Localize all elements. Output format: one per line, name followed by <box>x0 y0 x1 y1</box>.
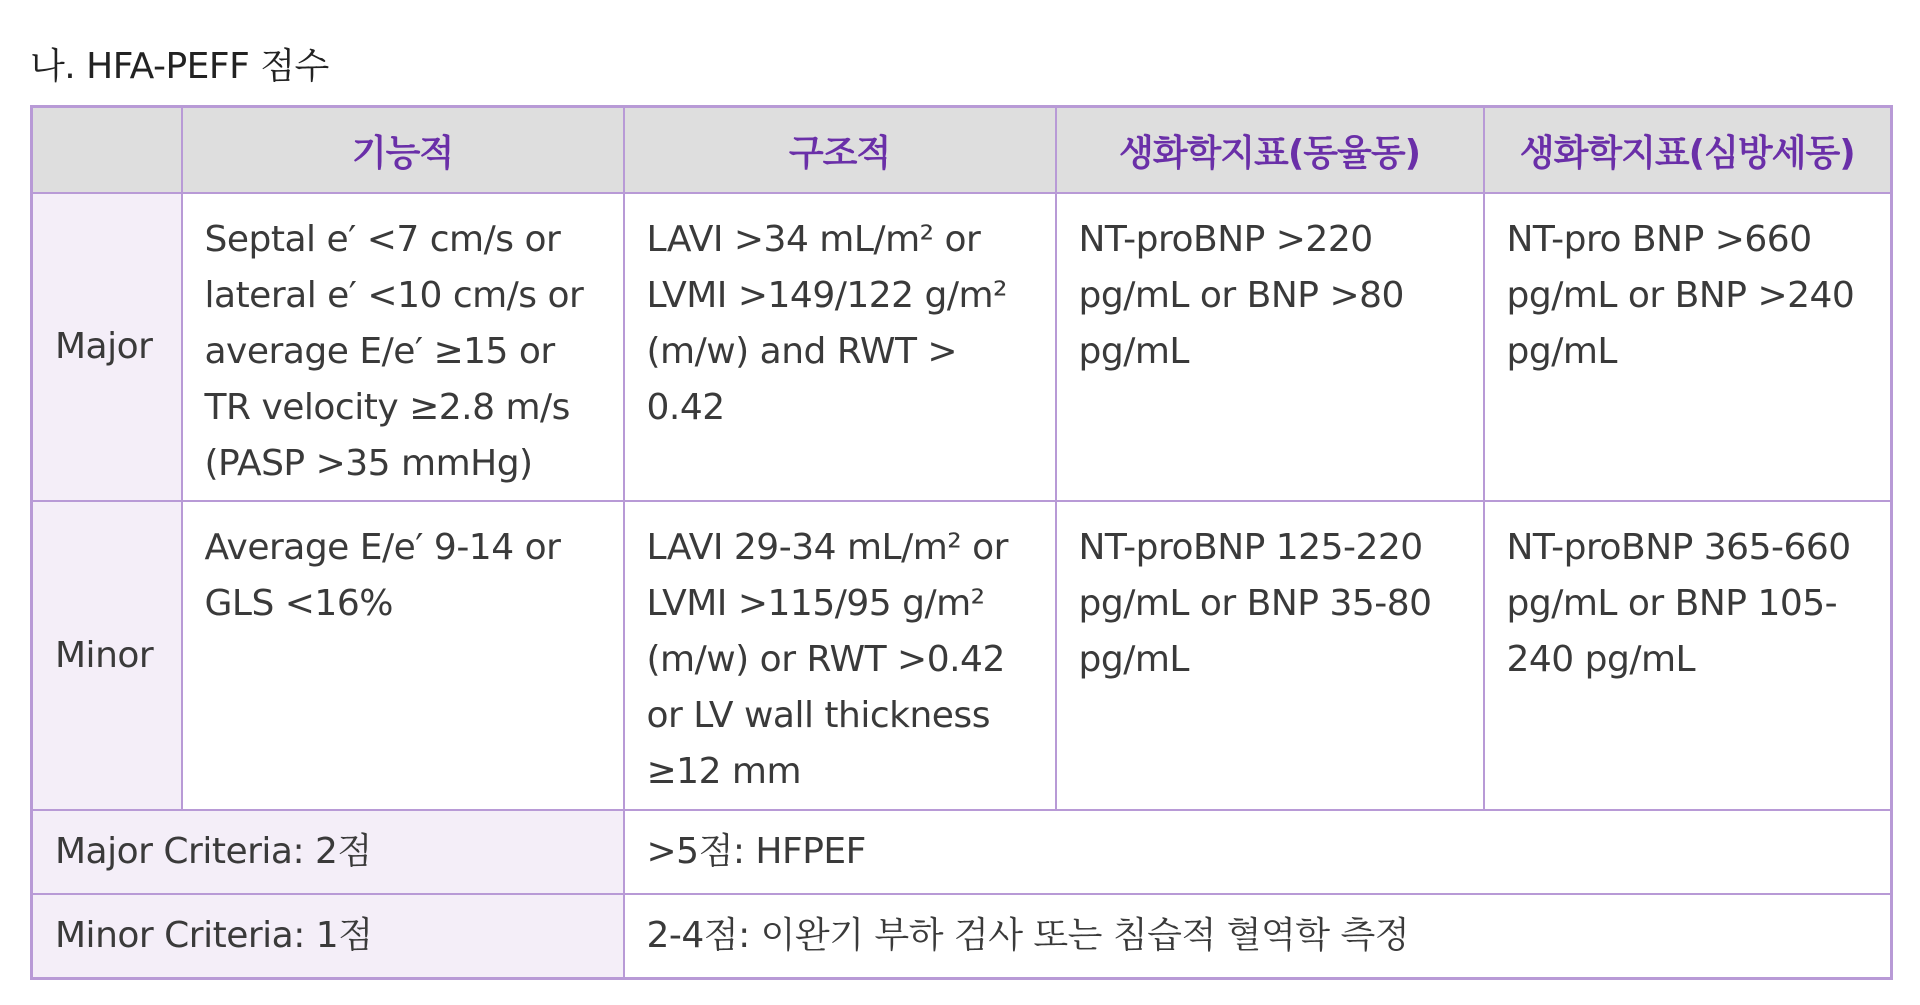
header-row <box>32 107 1892 194</box>
hfa-peff-table <box>30 105 1893 980</box>
cell-major-biomarker-sinus: NT-proBNP >220 pg/mL or BNP >80 pg/mL <box>1056 193 1484 501</box>
criteria-value-major: >5점: HFPEF <box>624 810 1892 894</box>
row-label-minor: Minor <box>32 501 182 809</box>
cell-major-structural: LAVI >34 mL/m² or LVMI >149/122 g/m² (m/w) and RWT > 0.42 <box>624 193 1056 501</box>
cell-minor-functional: Average E/e′ 9-14 or GLS <16% <box>182 501 624 809</box>
criteria-row-minor <box>32 894 1892 979</box>
criteria-row-major <box>32 810 1892 894</box>
section-title: 나. HFA-PEFF 점수 <box>30 46 329 87</box>
header-structural: 구조적 <box>624 107 1056 194</box>
cell-major-functional: Septal e′ <7 cm/s or lateral e′ <10 cm/s or average E/e′ ≥15 or TR velocity ≥2.8 m/s (PASP >35 mmHg) <box>182 193 624 501</box>
criteria-label-major: Major Criteria: 2점 <box>32 810 624 894</box>
row-label-major: Major <box>32 193 182 501</box>
cell-minor-structural: LAVI 29-34 mL/m² or LVMI >115/95 g/m² (m/w) or RWT >0.42 or LV wall thickness ≥12 mm <box>624 501 1056 809</box>
cell-minor-biomarker-af: NT-proBNP 365-660 pg/mL or BNP 105- 240 pg/mL <box>1484 501 1892 809</box>
table-row-minor <box>32 501 1892 809</box>
header-empty <box>32 107 182 194</box>
header-biomarker-sinus: 생화학지표(동율동) <box>1056 107 1484 194</box>
criteria-value-minor: 2-4점: 이완기 부하 검사 또는 침습적 혈역학 측정 <box>624 894 1892 979</box>
table-row-major <box>32 193 1892 501</box>
header-functional: 기능적 <box>182 107 624 194</box>
criteria-label-minor: Minor Criteria: 1점 <box>32 894 624 979</box>
header-biomarker-af: 생화학지표(심방세동) <box>1484 107 1892 194</box>
cell-minor-biomarker-sinus: NT-proBNP 125-220 pg/mL or BNP 35-80 pg/mL <box>1056 501 1484 809</box>
cell-major-biomarker-af: NT-pro BNP >660 pg/mL or BNP >240 pg/mL <box>1484 193 1892 501</box>
